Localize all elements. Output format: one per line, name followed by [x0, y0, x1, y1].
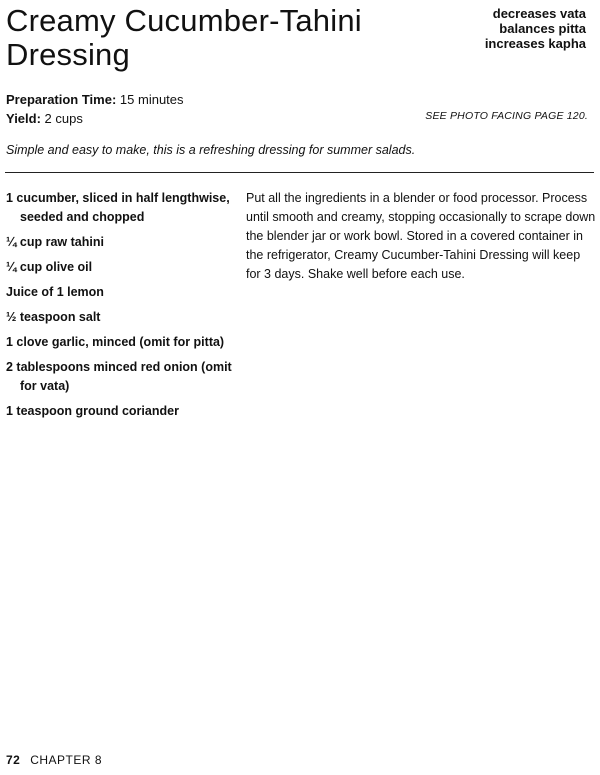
- recipe-title: Creamy Cucumber-Tahini Dressing: [6, 3, 362, 72]
- ingredient-item: ¼ cup olive oil: [6, 260, 93, 274]
- ingredient-item: ¼ cup raw tahini: [6, 235, 104, 249]
- divider: [5, 172, 594, 173]
- ingredient-item: 2 tablespoons minced red onion (omit for vata): [6, 360, 232, 393]
- ingredient-item: ½ teaspoon salt: [6, 310, 101, 324]
- ingredient-item: 1 cucumber, sliced in half lengthwise, seeded and chopped: [6, 191, 230, 224]
- dosha-effect-pitta: balances pitta: [499, 21, 586, 36]
- recipe-meta: [6, 90, 184, 128]
- dosha-effect-vata: decreases vata: [492, 6, 586, 21]
- recipe-intro: Simple and easy to make, this is a refreshing dressing for summer salads.: [6, 143, 416, 157]
- ingredient-list: [6, 189, 234, 427]
- ingredient-item: Juice of 1 lemon: [6, 285, 104, 299]
- yield-label: Yield:: [6, 111, 41, 126]
- page-number: 72: [6, 753, 21, 767]
- yield-value: 2 cups: [44, 111, 83, 126]
- ingredient-item: 1 teaspoon ground coriander: [6, 404, 179, 418]
- dosha-effect-kapha: increases kapha: [484, 36, 586, 51]
- page-footer: [6, 753, 102, 767]
- ingredient-item: 1 clove garlic, minced (omit for pitta): [6, 335, 225, 349]
- method-text: Put all the ingredients in a blender or food processor. Process until smooth and creamy, stopping occasionally to scrape down the blender jar or work bowl. Stored in a covered container in the refrigerator, Creamy Cucumber-Tahini Dressing will keep for 3 days. Shake well before each use.: [246, 191, 596, 281]
- chapter-label: CHAPTER 8: [30, 753, 103, 767]
- yield: [6, 109, 184, 128]
- prep-time-value: 15 minutes: [119, 92, 184, 107]
- dosha-effects: [485, 6, 586, 51]
- photo-reference: SEE PHOTO FACING PAGE 120.: [425, 110, 588, 122]
- prep-time: [6, 90, 184, 109]
- prep-time-label: Preparation Time:: [6, 92, 117, 107]
